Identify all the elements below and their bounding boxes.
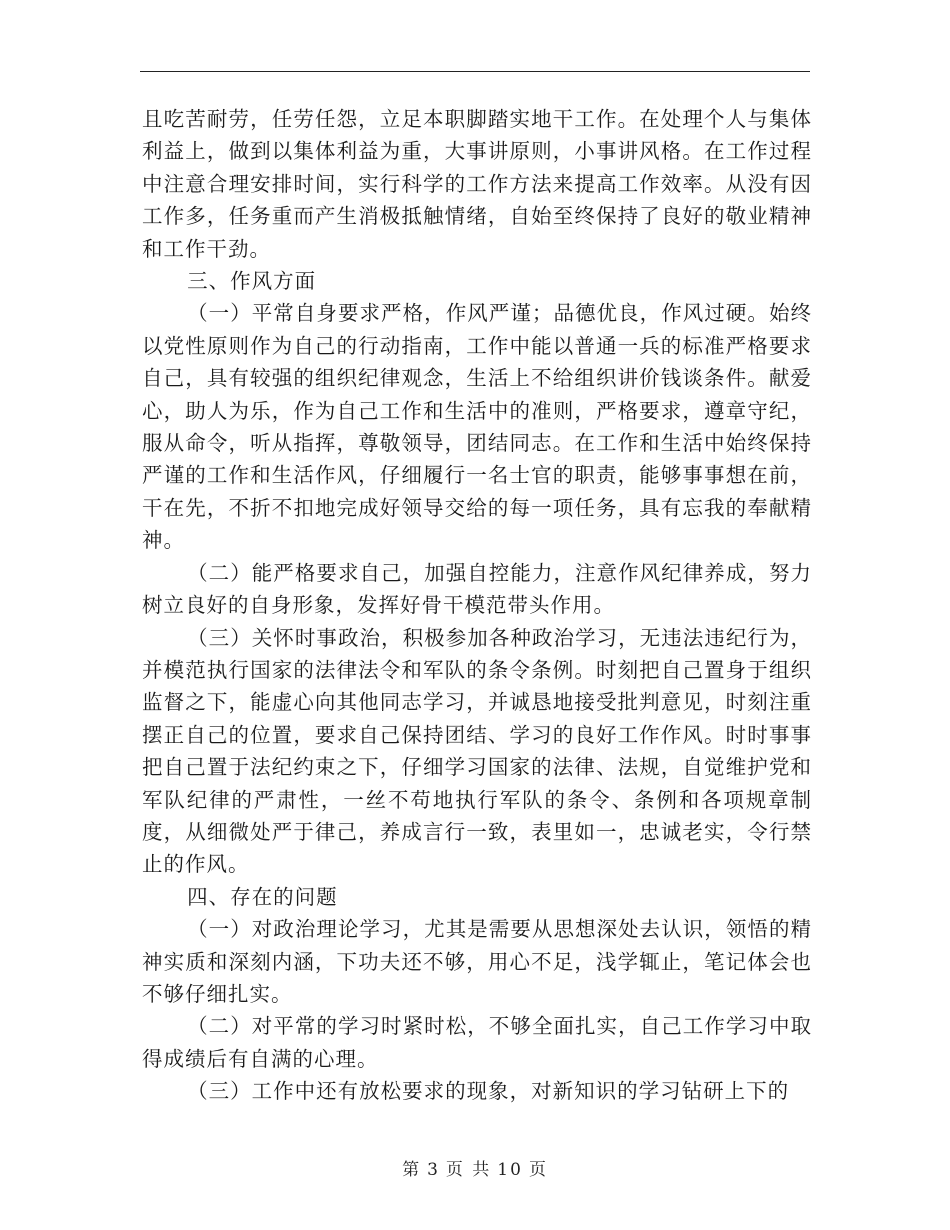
footer-middle: 页 共 xyxy=(445,1160,492,1180)
paragraph: （三）关怀时事政治，积极参加各种政治学习，无违法违纪行为，并模范执行国家的法律法令和军队的条令条例。时刻把自己置身于组织监督之下，能虚心向其他同志学习，并诚恳地接受批判意见，时刻注重摆正自己的位置，要求自己保持团结、学习的良好工作作风。时时事事把自己置于法纪约束之下，仔细学习国家的法律、法规，自觉维护党和军队纪律的严肃性，一丝不苟地执行军队的条令、条例和各项规章制度，从细微处严于律己，养成言行一致，表里如一，忠诚老实，令行禁止的作风。 xyxy=(142,625,812,877)
paragraph: （二）对平常的学习时紧时松，不够全面扎实，自己工作学习中取得成绩后有自满的心理。 xyxy=(142,1014,812,1071)
paragraph: （一）平常自身要求严格，作风严谨；品德优良，作风过硬。始终以党性原则作为自己的行动指南，工作中能以普通一兵的标准严格要求自己，具有较强的组织纪律观念，生活上不给组织讲价钱谈条件。献爱心，助人为乐，作为自己工作和生活中的准则，严格要求，遵章守纪，服从命令，听从指挥，尊敬领导，团结同志。在工作和生活中始终保持严谨的工作和生活作风，仔细履行一名士官的职责，能够事事想在前，干在先，不折不扣地完成好领导交给的每一项任务，具有忘我的奉献精神。 xyxy=(142,301,812,553)
paragraph: 且吃苦耐劳，任劳任怨，立足本职脚踏实地干工作。在处理个人与集体利益上，做到以集体利益为重，大事讲原则，小事讲风格。在工作过程中注意合理安排时间，实行科学的工作方法来提高工作效率。从没有因工作多，任务重而产生消极抵触情绪，自始至终保持了良好的敬业精神和工作干劲。 xyxy=(142,107,812,261)
footer-prefix: 第 xyxy=(402,1160,422,1180)
paragraph: （三）工作中还有放松要求的现象，对新知识的学习钻研上下的 xyxy=(187,1079,790,1104)
page-footer xyxy=(0,1155,950,1180)
paragraph: （二）能严格要求自己，加强自控能力，注意作风纪律养成，努力树立良好的自身形象，发挥好骨干模范带头作用。 xyxy=(142,560,812,618)
page-number: 3 xyxy=(427,1160,440,1180)
header-rule xyxy=(140,71,810,72)
section-heading: 三、作风方面 xyxy=(187,269,317,294)
paragraph: （一）对政治理论学习，尤其是需要从思想深处去认识，领悟的精神实质和深刻内涵，下功夫还不够，用心不足，浅学辄止，笔记体会也不够仔细扎实。 xyxy=(142,917,812,1006)
document-body xyxy=(142,103,812,1108)
section-heading: 四、存在的问题 xyxy=(187,884,338,909)
footer-suffix: 页 xyxy=(528,1160,548,1180)
page-total: 10 xyxy=(497,1160,523,1180)
